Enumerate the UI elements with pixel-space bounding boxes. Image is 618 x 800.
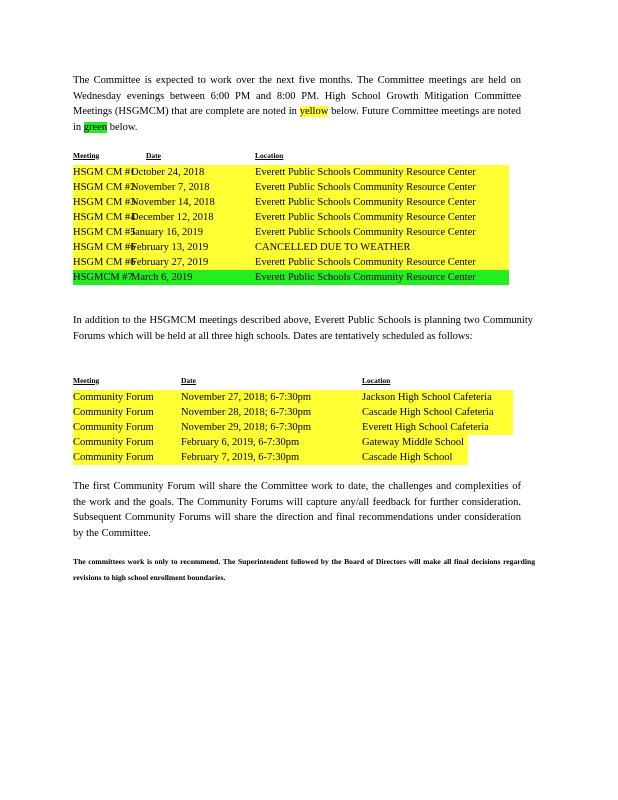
meeting-row [73,270,509,285]
meetings-table [73,151,509,285]
forum-cell-location: Cascade High School [362,452,453,463]
forum-cell-name: Community Forum [73,452,154,463]
intro-text-3: below. [107,121,138,133]
meeting-cell-date: February 27, 2019 [131,257,209,268]
forum-cell-date: November 28, 2018; 6-7:30pm [181,407,312,418]
meeting-cell-location: Everett Public Schools Community Resource Center [255,197,476,208]
forum-cell-date: February 6, 2019, 6-7:30pm [181,437,300,448]
meetings-header-meeting: Meeting [73,151,100,160]
forum-cell-name: Community Forum [73,407,154,418]
meetings-header-location: Location [255,151,284,160]
meeting-cell-location: Everett Public Schools Community Resource Center [255,182,476,193]
meeting-cell-name: HSGM CM #5 [73,227,136,238]
forum-cell-date: February 7, 2019, 6-7:30pm [181,452,300,463]
yellow-highlight-word: yellow [299,106,329,117]
forums-table [73,376,513,465]
meetings-table-header [73,151,509,165]
forums-header-location: Location [362,376,391,385]
green-highlight-word: green [83,121,108,133]
meeting-cell-name: HSGM CM #6 [73,257,136,268]
forum-cell-location: Gateway Middle School [362,437,465,448]
meeting-cell-location: Everett Public Schools Community Resource Center [255,227,476,238]
forum-cell-name: Community Forum [73,437,154,448]
meeting-cell-date: November 7, 2018 [131,182,210,193]
forum-row [73,390,513,405]
intro-paragraph [73,73,521,135]
forum-cell-location: Everett High School Cafeteria [362,422,489,433]
meeting-row [73,165,509,180]
meeting-row [73,195,509,210]
meeting-cell-date: March 6, 2019 [131,272,193,283]
meeting-cell-name: HSGM CM #6 [73,242,136,253]
meeting-cell-name: HSGM CM #4 [73,212,136,223]
forum-row [73,450,513,465]
forums-table-body [73,390,513,465]
meeting-cell-location: CANCELLED DUE TO WEATHER [255,242,411,253]
forum-row [73,420,513,435]
forums-table-header [73,376,513,390]
meeting-cell-location: Everett Public Schools Community Resource Center [255,212,476,223]
forums-intro-paragraph: In addition to the HSGMCM meetings described above, Everett Public Schools is planning two Community Forums which will be held at all three high schools. Dates are tentatively scheduled as follows: [73,315,533,342]
meeting-cell-date: January 16, 2019 [131,227,204,238]
forum-cell-date: November 27, 2018; 6-7:30pm [181,392,312,403]
meetings-table-body [73,165,509,285]
meeting-row [73,255,509,270]
forum-row [73,435,513,450]
forums-header-meeting: Meeting [73,376,100,385]
meeting-row [73,240,509,255]
meeting-cell-name: HSGM CM #3 [73,197,136,208]
fine-print-note: The committees work is only to recommend. The Superintendent followed by the Board of Directors will make all final decisions regarding revisions to high school enrollment boundaries. [73,557,535,582]
forum-cell-location: Jackson High School Cafeteria [362,392,492,403]
forum-row [73,405,513,420]
meeting-cell-name: HSGMCM #7 [73,272,133,283]
meeting-row [73,210,509,225]
meeting-cell-location: Everett Public Schools Community Resource Center [255,272,476,283]
intro-text-1: The Committee is expected to work over the next five months. The Committee meetings are held on Wednesday evenings between 6:00 PM and 8:00 PM. High School Growth Mitigation Committee Meetings (HSGMCM) that are complete are noted in [73,75,521,117]
meeting-row [73,225,509,240]
meeting-cell-location: Everett Public Schools Community Resource Center [255,167,476,178]
meeting-cell-date: December 12, 2018 [131,212,214,223]
meetings-header-date: Date [146,151,161,160]
meeting-cell-name: HSGM CM #2 [73,182,136,193]
forum-cell-name: Community Forum [73,392,154,403]
forum-cell-date: November 29, 2018; 6-7:30pm [181,422,312,433]
meeting-cell-date: February 13, 2019 [131,242,209,253]
meeting-row [73,180,509,195]
meeting-cell-location: Everett Public Schools Community Resource Center [255,257,476,268]
meeting-cell-name: HSGM CM #1 [73,167,136,178]
forum-cell-location: Cascade High School Cafeteria [362,407,494,418]
meeting-cell-date: October 24, 2018 [131,167,205,178]
meeting-cell-date: November 14, 2018 [131,197,215,208]
first-forum-paragraph: The first Community Forum will share the Committee work to date, the challenges and complexities of the work and the goals. The Community Forums will capture any/all feedback for further consideration. Subsequent Community Forums will share the direction and final recommendations under consideration by the Committee. [73,481,521,539]
forum-cell-name: Community Forum [73,422,154,433]
intro-text-2: below. Future Committee meetings are noted in [73,106,522,133]
forums-header-date: Date [181,376,196,385]
